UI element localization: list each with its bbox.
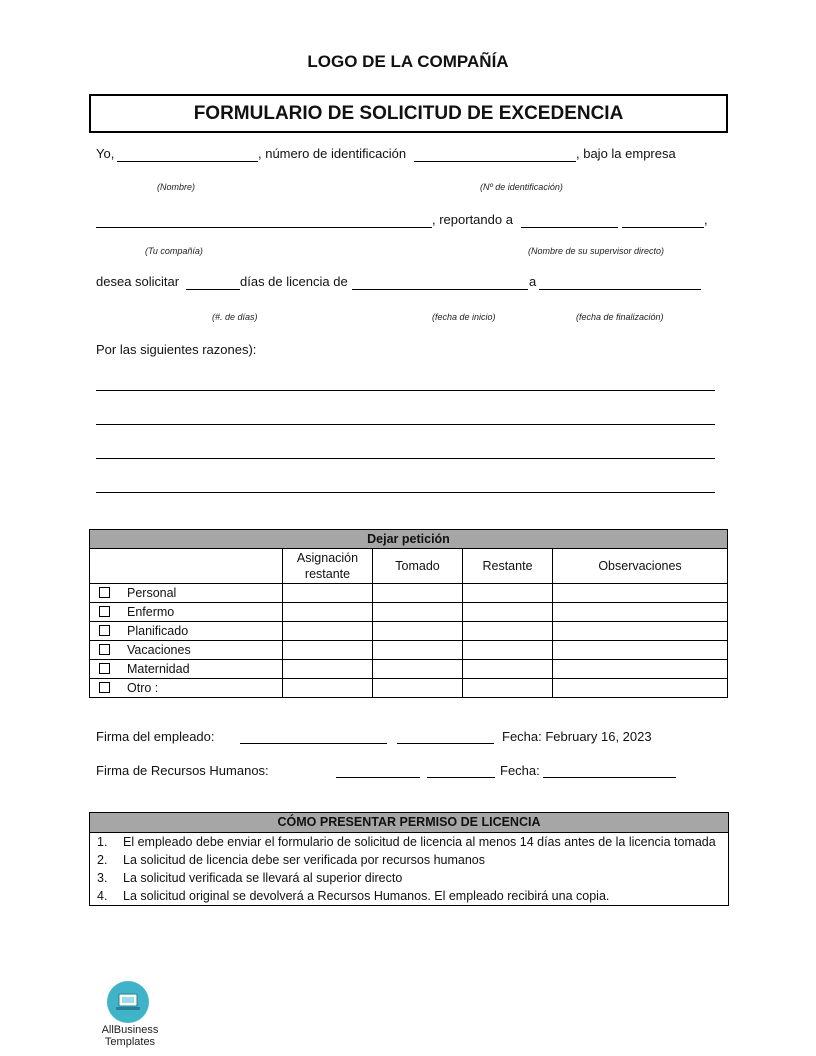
end-date-hint: (fecha de finalización): [576, 312, 664, 322]
observations-cell[interactable]: [553, 641, 728, 660]
list-number: 3.: [97, 871, 108, 885]
id-number-label: , número de identificación: [258, 146, 407, 161]
taken-cell[interactable]: [373, 679, 463, 698]
remaining-cell[interactable]: [463, 660, 553, 679]
allocation-cell[interactable]: [283, 622, 373, 641]
company-label: , bajo la empresa: [576, 146, 676, 161]
to-label: a: [529, 274, 537, 289]
list-number: 2.: [97, 853, 108, 867]
remaining-cell[interactable]: [463, 622, 553, 641]
col-header-observations: Observaciones: [553, 549, 728, 584]
remaining-cell[interactable]: [463, 641, 553, 660]
days-label: días de licencia de: [240, 274, 348, 289]
how-to-submit-box: [89, 812, 729, 906]
form-title-text: FORMULARIO DE SOLICITUD DE EXCEDENCIA: [193, 102, 624, 124]
employee-signature-label: Firma del empleado:: [96, 729, 215, 744]
remaining-cell[interactable]: [463, 603, 553, 622]
hr-signature-field[interactable]: [336, 777, 420, 778]
list-number: 4.: [97, 889, 108, 903]
company-logo-placeholder: LOGO DE LA COMPAÑÍA: [307, 52, 509, 71]
taken-cell[interactable]: [373, 641, 463, 660]
supervisor-hint: (Nombre de su supervisor directo): [528, 246, 665, 256]
id-number-field[interactable]: [414, 161, 576, 162]
table-row: [90, 660, 728, 679]
observations-cell[interactable]: [553, 584, 728, 603]
logo-text-line2: Templates: [104, 1036, 156, 1048]
leave-table-title: Dejar petición: [90, 530, 728, 549]
end-date-field[interactable]: [539, 289, 701, 290]
table-row: [90, 641, 728, 660]
checkbox-vacation[interactable]: [99, 644, 110, 655]
allocation-cell[interactable]: [283, 603, 373, 622]
reason-line-1[interactable]: [96, 390, 715, 391]
employee-date: Fecha: February 16, 2023: [502, 729, 652, 744]
leave-type-label: Personal: [127, 586, 177, 600]
list-text: La solicitud original se devolverá a Recursos Humanos. El empleado recibirá una copia.: [123, 889, 610, 903]
leave-table-title-row: [90, 530, 728, 549]
start-date-hint: (fecha de inicio): [432, 312, 496, 322]
list-item: [90, 833, 728, 851]
checkbox-planned[interactable]: [99, 625, 110, 636]
observations-cell[interactable]: [553, 603, 728, 622]
leave-type-label: Maternidad: [127, 662, 190, 676]
allocation-cell[interactable]: [283, 660, 373, 679]
reporting-label: , reportando a: [432, 212, 513, 227]
table-row: [90, 603, 728, 622]
employee-signature-field[interactable]: [240, 743, 387, 744]
observations-cell[interactable]: [553, 622, 728, 641]
taken-cell[interactable]: [373, 584, 463, 603]
request-label: desea solicitar: [96, 274, 180, 289]
name-field[interactable]: [117, 161, 258, 162]
taken-cell[interactable]: [373, 603, 463, 622]
reasons-label: Por las siguientes razones):: [96, 342, 257, 357]
leave-type-label: Planificado: [127, 624, 189, 638]
col-header-allocation: Asignación restante: [283, 549, 373, 584]
hr-signature-label: Firma de Recursos Humanos:: [96, 763, 269, 778]
reason-line-4[interactable]: [96, 492, 715, 493]
table-row: [90, 622, 728, 641]
checkbox-maternity[interactable]: [99, 663, 110, 674]
leave-type-label: Vacaciones: [127, 643, 191, 657]
list-item: [90, 887, 728, 905]
list-number: 1.: [97, 835, 108, 849]
id-hint: (Nº de identificación): [480, 182, 563, 192]
name-hint: (Nombre): [157, 182, 196, 192]
hr-date-field[interactable]: [543, 777, 676, 778]
table-row: [90, 679, 728, 698]
col-header-type: [90, 549, 283, 584]
list-text: La solicitud de licencia debe ser verificada por recursos humanos: [123, 853, 485, 867]
allbusiness-logo: [107, 981, 149, 1023]
allocation-cell[interactable]: [283, 679, 373, 698]
remaining-cell[interactable]: [463, 679, 553, 698]
checkbox-sick[interactable]: [99, 606, 110, 617]
days-field[interactable]: [186, 289, 240, 290]
supervisor-field-b[interactable]: [622, 227, 704, 228]
line2-comma: ,: [704, 212, 708, 227]
leave-request-table: [89, 529, 728, 698]
list-item: [90, 869, 728, 887]
allocation-cell[interactable]: [283, 641, 373, 660]
leave-table-header-row: [90, 549, 728, 584]
days-hint: (#. de días): [212, 312, 258, 322]
hr-date-label: Fecha:: [500, 763, 540, 778]
observations-cell[interactable]: [553, 679, 728, 698]
yo-label: Yo,: [96, 146, 115, 161]
table-row: [90, 584, 728, 603]
remaining-cell[interactable]: [463, 584, 553, 603]
hr-extra-field[interactable]: [427, 777, 495, 778]
col-header-taken: Tomado: [373, 549, 463, 584]
checkbox-personal[interactable]: [99, 587, 110, 598]
company-field[interactable]: [96, 227, 432, 228]
reason-line-3[interactable]: [96, 458, 715, 459]
start-date-field[interactable]: [352, 289, 528, 290]
leave-type-label: Enfermo: [127, 605, 175, 619]
allocation-cell[interactable]: [283, 584, 373, 603]
reason-line-2[interactable]: [96, 424, 715, 425]
list-text: El empleado debe enviar el formulario de solicitud de licencia al menos 14 días antes de la licencia tomada: [123, 835, 716, 849]
supervisor-field-a[interactable]: [521, 227, 618, 228]
taken-cell[interactable]: [373, 660, 463, 679]
logo-text-line1: AllBusiness: [101, 1024, 159, 1036]
laptop-icon: [115, 992, 141, 1012]
employee-extra-field[interactable]: [397, 743, 494, 744]
observations-cell[interactable]: [553, 660, 728, 679]
allbusiness-logo-text: [95, 1024, 165, 1048]
form-title: [89, 94, 728, 133]
checkbox-other[interactable]: [99, 682, 110, 693]
list-text: La solicitud verificada se llevará al superior directo: [123, 871, 403, 885]
list-item: [90, 851, 728, 869]
leave-type-label: Otro :: [127, 681, 159, 695]
how-to-title: CÓMO PRESENTAR PERMISO DE LICENCIA: [90, 813, 728, 833]
company-hint: (Tu compañía): [145, 246, 203, 256]
taken-cell[interactable]: [373, 622, 463, 641]
col-header-remaining: Restante: [463, 549, 553, 584]
